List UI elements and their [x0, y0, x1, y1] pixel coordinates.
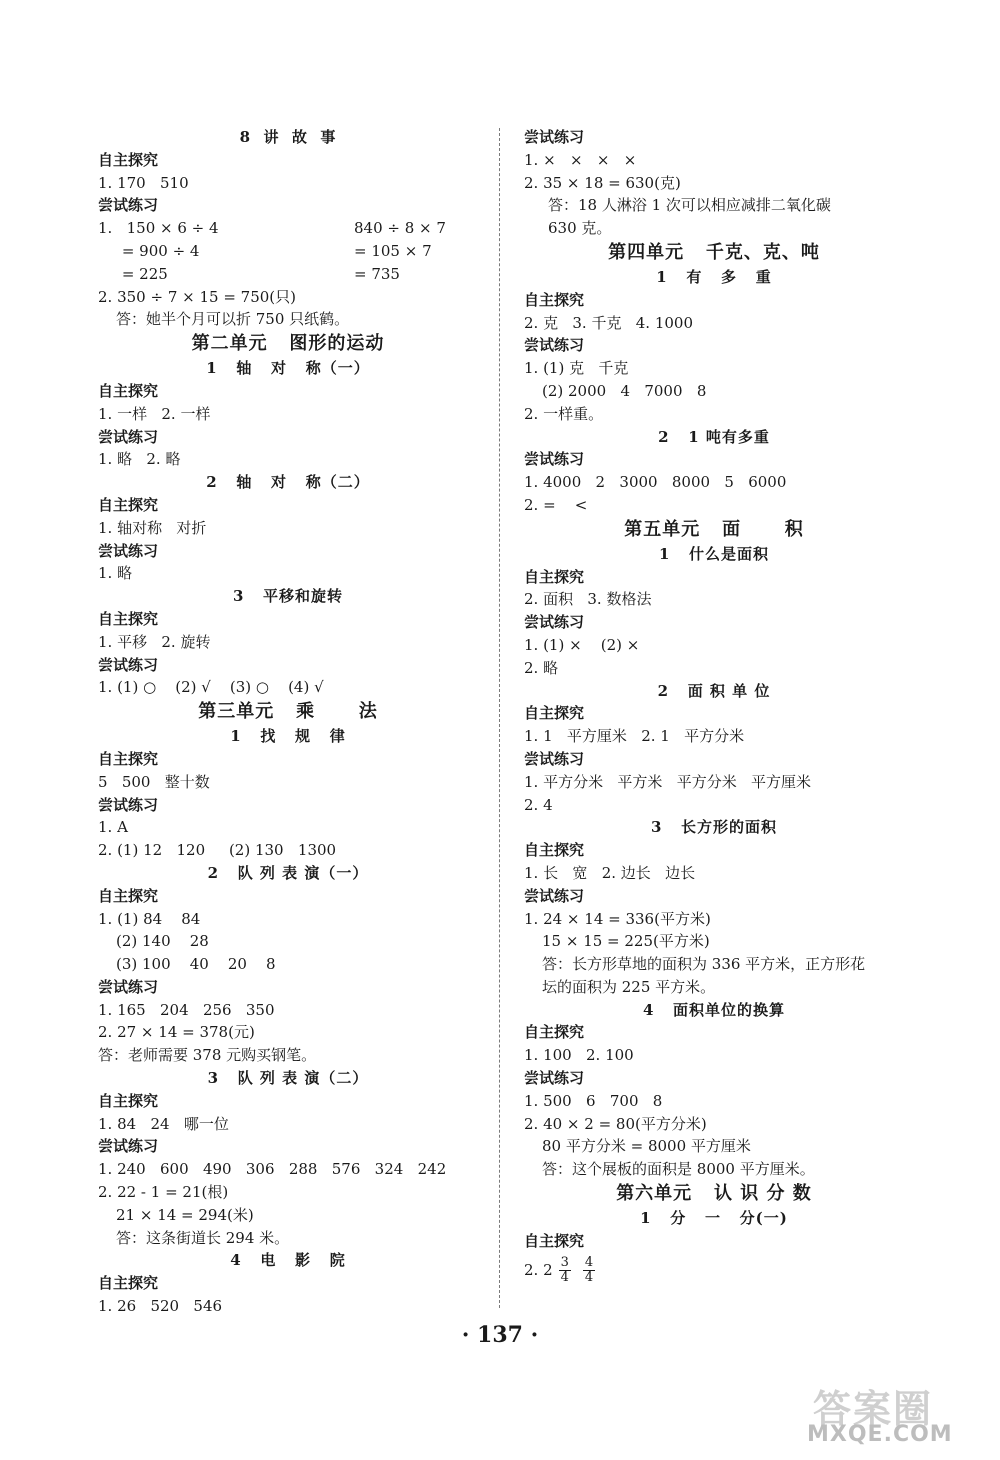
page-number: · 137 · — [461, 1322, 539, 1348]
section-label: 自主探究 — [524, 567, 585, 586]
section-label: 尝试练习 — [98, 427, 159, 446]
answer-line: 1. (1) ○ (2) √ (3) ○ (4) √ — [98, 678, 324, 697]
fraction — [559, 1256, 571, 1285]
answer-line: 1. 长 宽 2. 边长 边长 — [524, 863, 696, 882]
answer-line: 2. (1) 12 120 (2) 130 1300 — [98, 841, 337, 860]
section-label: 尝试练习 — [524, 450, 585, 469]
answer-line: 15 × 15 = 225(平方米) — [542, 932, 710, 951]
watermark-big-text: 答案圈 — [813, 1387, 934, 1431]
answer-line: 630 克。 — [548, 219, 612, 238]
lesson-heading: 1 什么是面积 — [658, 544, 770, 563]
column-divider — [499, 128, 500, 1308]
answer-line: 5 500 整十数 — [98, 772, 210, 791]
answer-line: 1. 165 204 256 350 — [98, 1000, 275, 1019]
right-column — [524, 126, 904, 1287]
answer-line: 2. 27 × 14 = 378(元) — [98, 1023, 255, 1042]
lesson-heading: 4 面积单位的换算 — [642, 1000, 786, 1019]
fraction-denominator: 4 — [560, 1270, 569, 1286]
answer-line: 80 平方分米 = 8000 平方厘米 — [542, 1137, 751, 1156]
lesson-heading: 1 有 多 重 — [656, 267, 772, 286]
section-label: 自主探究 — [524, 1023, 585, 1042]
answer-line: 21 × 14 = 294(米) — [116, 1205, 254, 1224]
watermark-url-text: MXQE.COM — [807, 1422, 953, 1447]
section-label: 尝试练习 — [98, 1137, 159, 1156]
lesson-heading: 2 1 吨有多重 — [658, 427, 770, 446]
section-label: 自主探究 — [98, 1091, 159, 1110]
lesson-heading: 3 队 列 表 演（二） — [207, 1069, 369, 1088]
section-label: 尝试练习 — [524, 749, 585, 768]
section-label: 尝试练习 — [98, 795, 159, 814]
section-label: 尝试练习 — [98, 655, 159, 674]
answer-line: 2. 克 3. 千克 4. 1000 — [524, 313, 694, 332]
answer-line: 2. 35 × 18 = 630(克) — [524, 173, 681, 192]
answer-line: 1. 略 — [98, 564, 133, 583]
answer-line: 1. A — [98, 818, 128, 837]
answer-line: 1. 平方分米 平方米 平方分米 平方厘米 — [524, 772, 811, 791]
answer-line: 1. 1 平方厘米 2. 1 平方分米 — [524, 727, 745, 746]
answer-left: = 225 — [98, 264, 168, 283]
unit-heading: 第四单元 千克、克、吨 — [608, 241, 820, 263]
section-label: 尝试练习 — [524, 128, 585, 146]
section-label: 自主探究 — [98, 609, 159, 628]
left-column — [98, 126, 478, 1318]
answer-line: 1. 4000 2 3000 8000 5 6000 — [524, 473, 787, 492]
answer-line: 1. 500 6 700 8 — [524, 1091, 663, 1110]
section-label: 自主探究 — [524, 841, 585, 860]
lesson-heading: 1 找 规 律 — [230, 727, 346, 746]
fraction-numerator: 4 — [584, 1255, 594, 1271]
lesson-heading: 2 面 积 单 位 — [657, 681, 771, 700]
lesson-heading: 3 长方形的面积 — [650, 818, 778, 837]
answer-line — [98, 263, 478, 286]
lesson-heading: 3 平移和旋转 — [232, 587, 344, 606]
answer-line: 答：18 人淋浴 1 次可以相应减排二氧化碳 — [548, 196, 831, 215]
answer-line: 2. 略 — [524, 658, 559, 677]
section-label: 尝试练习 — [524, 886, 585, 905]
answer-line: 1. × × × × — [524, 150, 637, 169]
section-label: 自主探究 — [98, 495, 159, 514]
answer-line: 2. 面积 3. 数格法 — [524, 590, 652, 609]
answer-line: 1. 84 24 哪一位 — [98, 1114, 229, 1133]
answer-line: 2. 350 ÷ 7 × 15 = 750(只) — [98, 287, 296, 306]
answer-line: 1. (1) × (2) × — [524, 635, 640, 654]
lesson-heading: 4 电 影 院 — [230, 1251, 346, 1270]
section-label: 自主探究 — [98, 1274, 159, 1293]
answer-line: 1. 24 × 14 = 336(平方米) — [524, 909, 711, 928]
answer-line: 答：这个展板的面积是 8000 平方厘米。 — [542, 1160, 815, 1179]
answer-line: 坛的面积为 225 平方米。 — [542, 977, 716, 996]
answer-text: 2. 2 — [524, 1260, 553, 1279]
answer-line: 2. 一样重。 — [524, 404, 604, 423]
section-label: 自主探究 — [98, 886, 159, 905]
answer-left: = 900 ÷ 4 — [98, 241, 200, 260]
answer-right: = 105 × 7 — [354, 241, 432, 260]
unit-heading: 第六单元 认 识 分 数 — [616, 1183, 812, 1205]
answer-line: 1. 轴对称 对折 — [98, 518, 207, 537]
section-label: 尝试练习 — [524, 1069, 585, 1088]
answer-line: 答：这条街道长 294 米。 — [116, 1228, 290, 1247]
section-label: 自主探究 — [98, 749, 159, 768]
lesson-heading: 2 轴 对 称（二） — [206, 473, 370, 492]
section-label: 尝试练习 — [524, 613, 585, 632]
answer-right: 840 ÷ 8 × 7 — [354, 219, 446, 238]
answer-line: 1. 170 510 — [98, 173, 189, 192]
answer-line: 1. 26 520 546 — [98, 1297, 223, 1316]
answer-line: 1. 略 2. 略 — [98, 450, 181, 469]
answer-line: 2. 22 - 1 = 21(根) — [98, 1183, 229, 1202]
answer-line: 答：长方形草地的面积为 336 平方米，正方形花 — [542, 955, 866, 974]
answer-right: = 735 — [354, 264, 400, 283]
unit-heading: 第二单元 图形的运动 — [191, 333, 385, 355]
answer-line: 2. 4 — [524, 795, 553, 814]
answer-line — [98, 217, 478, 240]
answer-line: 1. 240 600 490 306 288 576 324 242 — [98, 1160, 447, 1179]
watermark-logo — [795, 1378, 995, 1448]
section-label: 自主探究 — [98, 150, 159, 169]
answer-line — [98, 240, 478, 263]
section-label: 自主探究 — [524, 290, 585, 309]
lesson-heading: 8 讲 故 事 — [239, 128, 337, 146]
unit-heading: 第三单元 乘 法 — [198, 701, 378, 723]
section-label: 自主探究 — [524, 1231, 585, 1250]
fraction-numerator: 3 — [560, 1255, 569, 1271]
fraction-denominator: 4 — [584, 1270, 594, 1286]
answer-line: 1. 100 2. 100 — [524, 1046, 634, 1065]
section-label: 尝试练习 — [524, 336, 585, 355]
answer-line: 2. 40 × 2 = 80(平方分米) — [524, 1114, 707, 1133]
unit-heading: 第五单元 面 积 — [624, 518, 804, 540]
answer-line: 答：老师需要 378 元购买钢笔。 — [98, 1046, 317, 1065]
section-label: 尝试练习 — [98, 196, 159, 215]
section-label: 自主探究 — [524, 704, 585, 723]
answer-line: 1. 平移 2. 旋转 — [98, 632, 211, 651]
section-label: 尝试练习 — [98, 541, 159, 560]
lesson-heading: 1 轴 对 称（一） — [206, 359, 370, 378]
lesson-heading: 2 队 列 表 演（一） — [207, 863, 369, 882]
answer-left: 1. 150 × 6 ÷ 4 — [98, 219, 219, 238]
section-label: 尝试练习 — [98, 977, 159, 996]
answer-line: (2) 140 28 — [116, 932, 209, 951]
answer-line: 1. (1) 克 千克 — [524, 359, 629, 378]
answer-line: (3) 100 40 20 8 — [116, 955, 276, 974]
answer-line — [524, 1253, 904, 1287]
answer-line: 1. 一样 2. 一样 — [98, 404, 211, 423]
fraction — [583, 1256, 595, 1285]
answer-line: 答：她半个月可以折 750 只纸鹤。 — [116, 310, 350, 329]
answer-line: (2) 2000 4 7000 8 — [542, 381, 707, 400]
lesson-heading: 1 分 一 分(一) — [640, 1209, 788, 1228]
answer-line: 1. (1) 84 84 — [98, 909, 201, 928]
answer-line: 2. = < — [524, 495, 588, 514]
section-label: 自主探究 — [98, 381, 159, 400]
